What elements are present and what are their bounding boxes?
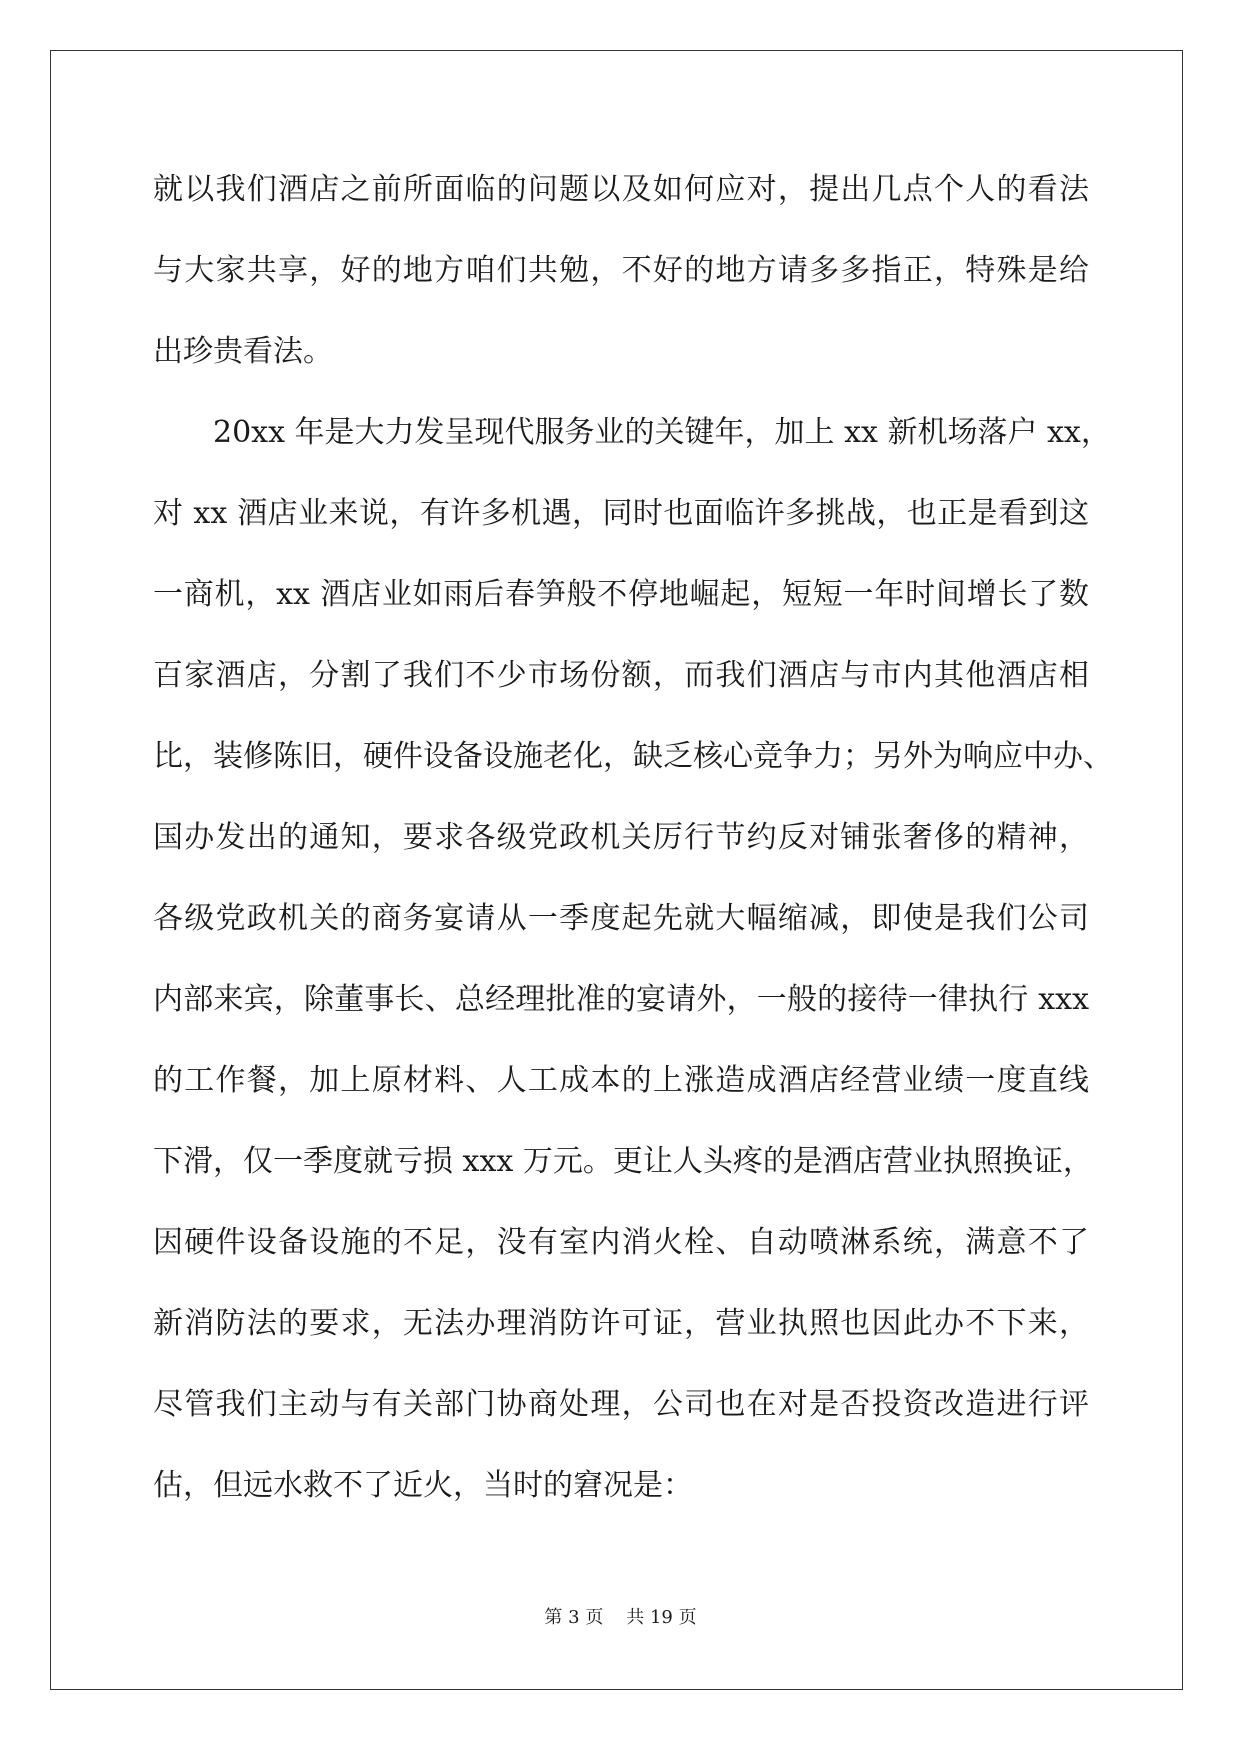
text-line: 尽管我们主动与有关部门协商处理，公司也在对是否投资改造进行评: [153, 1387, 1089, 1422]
page-footer: [0, 1605, 1241, 1631]
text-line: 比，装修陈旧，硬件设备设施老化，缺乏核心竞争力；另外为响应中办、: [153, 739, 1113, 774]
text-line: 出珍贵看法。: [153, 334, 333, 369]
text-line: 20xx 年是大力发呈现代服务业的关键年，加上 xx 新机场落户 xx，: [213, 415, 1111, 450]
page-number: 第 3 页: [544, 1607, 604, 1628]
text-line: 内部来宾，除董事长、总经理批准的宴请外，一般的接待一律执行 xxx: [153, 982, 1089, 1017]
text-line: 对 xx 酒店业来说，有许多机遇，同时也面临许多挑战，也正是看到这: [153, 496, 1089, 531]
text-line: 各级党政机关的商务宴请从一季度起先就大幅缩减，即使是我们公司: [153, 901, 1089, 936]
text-line: 估，但远水救不了近火，当时的窘况是：: [153, 1468, 693, 1503]
page-total: 共 19 页: [626, 1607, 697, 1628]
text-line: 一商机，xx 酒店业如雨后春笋般不停地崛起，短短一年时间增长了数: [153, 577, 1089, 612]
text-line: 国办发出的通知，要求各级党政机关厉行节约反对铺张奢侈的精神，: [153, 820, 1089, 855]
text-line: 与大家共享，好的地方咱们共勉，不好的地方请多多指正，特殊是给: [153, 253, 1089, 288]
text-line: 新消防法的要求，无法办理消防许可证，营业执照也因此办不下来，: [153, 1306, 1089, 1341]
text-line: 下滑，仅一季度就亏损 xxx 万元。更让人头疼的是酒店营业执照换证，: [153, 1144, 1093, 1179]
document-body: [153, 160, 1113, 1537]
text-line: 的工作餐，加上原材料、人工成本的上涨造成酒店经营业绩一度直线: [153, 1063, 1089, 1098]
text-line: 因硬件设备设施的不足，没有室内消火栓、自动喷淋系统，满意不了: [153, 1225, 1089, 1260]
text-line: 就以我们酒店之前所面临的问题以及如何应对，提出几点个人的看法: [153, 172, 1089, 207]
text-line: 百家酒店，分割了我们不少市场份额，而我们酒店与市内其他酒店相: [153, 658, 1089, 693]
